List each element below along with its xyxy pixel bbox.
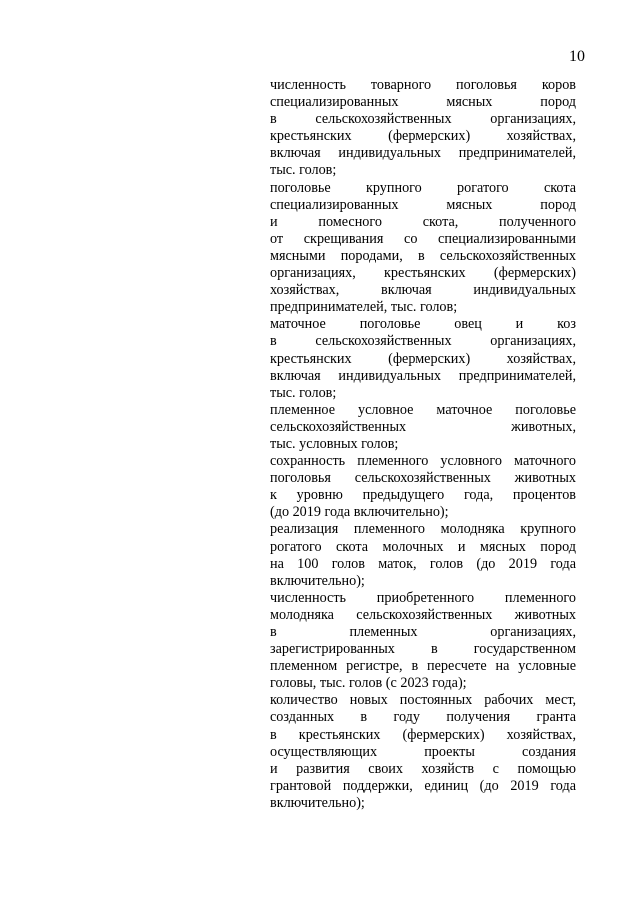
text-line: специализированных мясных пород [270,196,576,213]
text-line: тыс. голов; [270,162,337,179]
text-line: сельскохозяйственных животных, [270,418,576,435]
text-line: мясными породами, в сельскохозяйственных [270,247,576,264]
text-line: в сельскохозяйственных организациях, [270,111,576,128]
text-line: грантовой поддержки, единиц (до 2019 года [270,777,576,794]
list-item [270,453,576,521]
text-line: и развития своих хозяйств с помощью [270,760,576,777]
list-item [270,402,576,453]
text-line: (до 2019 года включительно); [270,504,449,521]
text-line: поголовья сельскохозяйственных животных [270,470,576,487]
text-line: сохранность племенного условного маточного [270,453,576,470]
text-line: головы, тыс. голов (с 2023 года); [270,675,467,692]
text-line: осуществляющих проекты создания [270,743,576,760]
text-line: к уровню предыдущего года, процентов [270,487,576,504]
text-line: поголовье крупного рогатого скота [270,179,576,196]
list-item [270,521,576,589]
text-line: крестьянских (фермерских) хозяйствах, [270,128,576,145]
text-line: тыс. условных голов; [270,435,399,452]
text-line: молодняка сельскохозяйственных животных [270,606,576,623]
text-line: включительно); [270,794,365,811]
text-line: численность приобретенного племенного [270,589,576,606]
text-line: маточное поголовье овец и коз [270,316,576,333]
text-line: рогатого скота молочных и мясных пород [270,538,576,555]
list-item [270,316,576,401]
text-line: включая индивидуальных предпринимателей, [270,367,576,384]
text-line: зарегистрированных в государственном [270,641,576,658]
text-line: численность товарного поголовья коров [270,77,576,93]
text-line: созданных в году получения гранта [270,709,576,726]
text-line: количество новых постоянных рабочих мест, [270,692,576,709]
list-item [270,692,576,812]
list-item [270,77,576,180]
text-line: организациях, крестьянских (фермерских) [270,265,576,282]
text-line: реализация племенного молодняка крупного [270,521,576,538]
text-line: хозяйствах, включая индивидуальных [270,282,576,299]
text-line: от скрещивания со специализированными [270,230,576,247]
text-line: крестьянских (фермерских) хозяйствах, [270,350,576,367]
list-item [270,180,576,317]
text-line: предпринимателей, тыс. голов; [270,299,458,316]
text-line: племенное условное маточное поголовье [270,401,576,418]
text-line: в сельскохозяйственных организациях, [270,333,576,350]
text-line: и помесного скота, полученного [270,213,576,230]
text-line: тыс. голов; [270,384,337,401]
text-line: на 100 голов маток, голов (до 2019 года [270,555,576,572]
text-line: включая индивидуальных предпринимателей, [270,145,576,162]
page-number: 10 [569,48,585,65]
text-line: племенном регистре, в пересчете на условные [270,658,576,675]
list-item [270,590,576,693]
text-line: включительно); [270,572,365,589]
text-line: в племенных организациях, [270,624,576,640]
text-line: в крестьянских (фермерских) хозяйствах, [270,726,576,743]
document-body [270,77,576,812]
text-line: специализированных мясных пород [270,94,576,111]
